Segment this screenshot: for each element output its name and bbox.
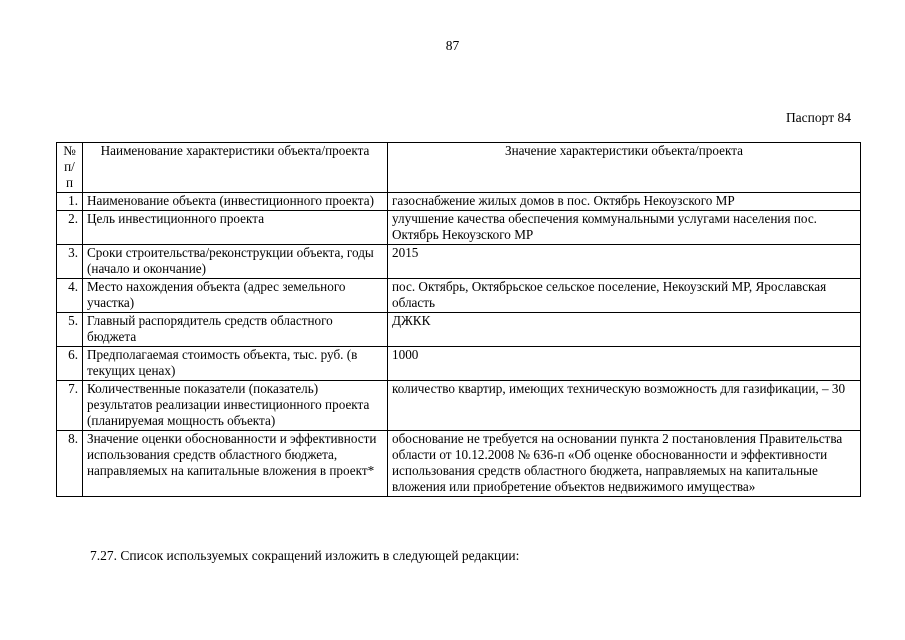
table-row bbox=[57, 245, 861, 279]
row-value: 1000 bbox=[388, 347, 861, 381]
row-name: Сроки строительства/реконструкции объекта, годы (начало и окончание) bbox=[83, 245, 388, 279]
header-num: № п/п bbox=[57, 143, 83, 193]
table-row bbox=[57, 431, 861, 497]
row-num: 3. bbox=[57, 245, 83, 279]
row-num: 6. bbox=[57, 347, 83, 381]
row-value: обоснование не требуется на основании пункта 2 постановления Правительства области от 10.12.2008 № 636-п «Об оценке обоснованности и эффективности использования средств областного бюджета, направляемых на капитальные вложения или приобретение объектов недвижимого имущества» bbox=[388, 431, 861, 497]
table-header-row bbox=[57, 143, 861, 193]
page-number: 87 bbox=[445, 38, 460, 53]
header-value: Значение характеристики объекта/проекта bbox=[388, 143, 861, 193]
row-num: 5. bbox=[57, 313, 83, 347]
row-num: 1. bbox=[57, 193, 83, 211]
row-name: Место нахождения объекта (адрес земельного участка) bbox=[83, 279, 388, 313]
row-value: улучшение качества обеспечения коммунальными услугами населения пос. Октябрь Некоузского МР bbox=[388, 211, 861, 245]
table-row bbox=[57, 193, 861, 211]
row-value: ДЖКК bbox=[388, 313, 861, 347]
table-row bbox=[57, 313, 861, 347]
row-value: пос. Октябрь, Октябрьское сельское поселение, Некоузский МР, Ярославская область bbox=[388, 279, 861, 313]
row-value: 2015 bbox=[388, 245, 861, 279]
row-name: Главный распорядитель средств областного бюджета bbox=[83, 313, 388, 347]
row-name: Количественные показатели (показатель) результатов реализации инвестиционного проекта (планируемая мощность объекта) bbox=[83, 381, 388, 431]
row-num: 2. bbox=[57, 211, 83, 245]
table-row bbox=[57, 211, 861, 245]
table-row bbox=[57, 279, 861, 313]
row-name: Значение оценки обоснованности и эффективности использования средств областного бюджета, направляемых на капитальные вложения в проект* bbox=[83, 431, 388, 497]
row-num: 7. bbox=[57, 381, 83, 431]
row-name: Цель инвестиционного проекта bbox=[83, 211, 388, 245]
row-value: газоснабжение жилых домов в пос. Октябрь Некоузского МР bbox=[388, 193, 861, 211]
section-text: 7.27. Список используемых сокращений изложить в следующей редакции: bbox=[90, 548, 520, 563]
row-value: количество квартир, имеющих техническую возможность для газификации, – 30 bbox=[388, 381, 861, 431]
row-num: 8. bbox=[57, 431, 83, 497]
row-name: Предполагаемая стоимость объекта, тыс. руб. (в текущих ценах) bbox=[83, 347, 388, 381]
header-name: Наименование характеристики объекта/проекта bbox=[83, 143, 388, 193]
passport-table bbox=[56, 142, 861, 497]
table-row bbox=[57, 381, 861, 431]
table-row bbox=[57, 347, 861, 381]
row-name: Наименование объекта (инвестиционного проекта) bbox=[83, 193, 388, 211]
passport-label: Паспорт 84 bbox=[785, 110, 851, 125]
row-num: 4. bbox=[57, 279, 83, 313]
